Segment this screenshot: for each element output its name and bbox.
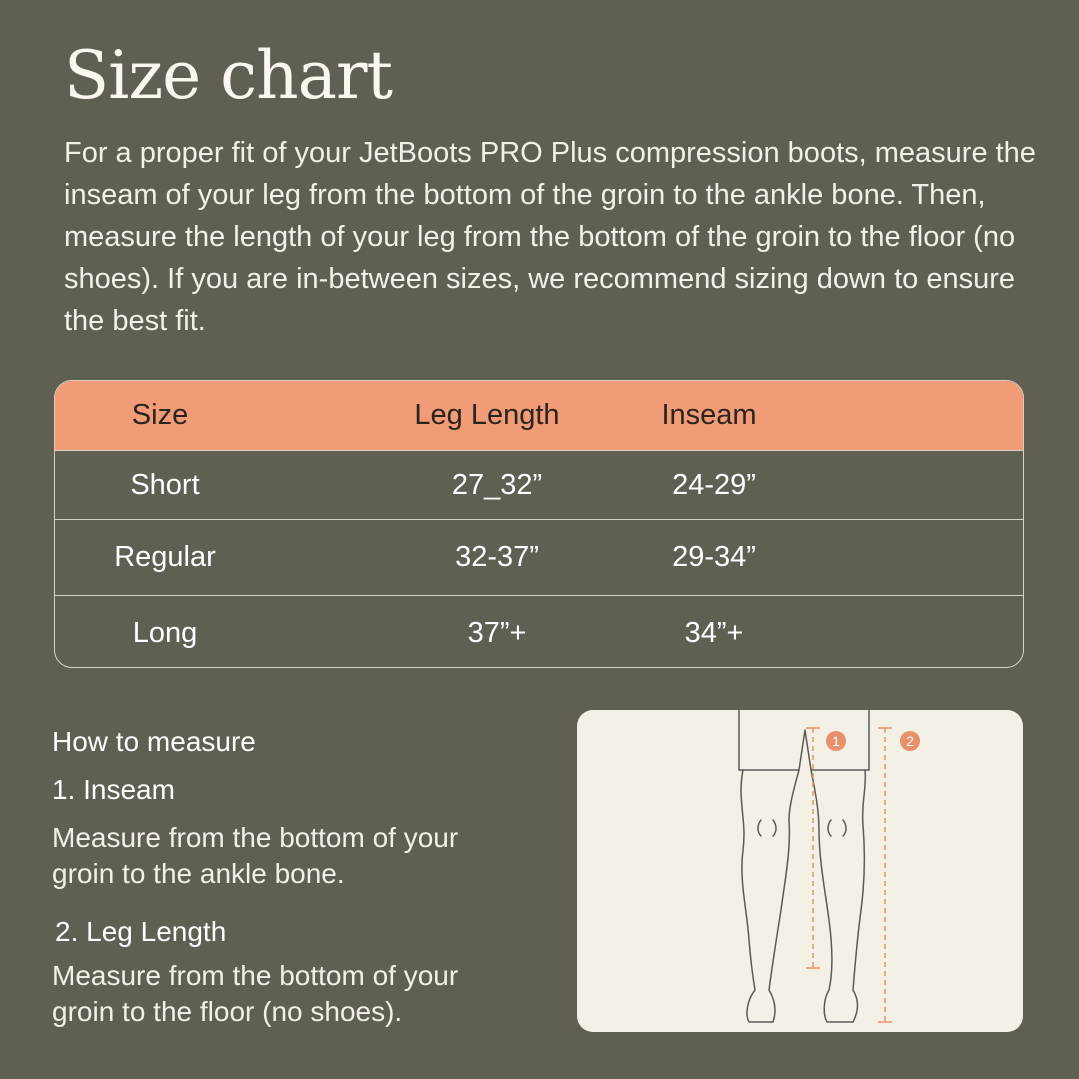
cell-leg-length: 32-37”: [455, 541, 539, 573]
cell-inseam: 29-34”: [672, 541, 756, 573]
leg-illustration-panel: [577, 710, 1023, 1032]
header-size: Size: [131, 399, 189, 431]
page-title: Size chart: [64, 37, 393, 114]
left-leg: [741, 770, 799, 1022]
cell-inseam: 34”+: [684, 616, 744, 649]
marker-2-label: 2: [906, 733, 914, 749]
cell-leg-length: 37”+: [467, 616, 527, 649]
intro-text: For a proper fit of your JetBoots PRO Plus compression boots, measure the inseam of your leg from the bottom of the groin to the ankle bone. Then, measure the length of your leg from the bottom of the groin to the floor (no shoes). If you are in-between sizes, we recommend sizing down to ensure the best fit.: [64, 137, 1036, 337]
table-row: [55, 595, 1023, 668]
shorts-outline: [739, 710, 869, 770]
header-inseam: Inseam: [661, 399, 757, 431]
step2-text: Measure from the bottom of your groin to the floor (no shoes).: [52, 960, 459, 1027]
header-leg-length: Leg Length: [414, 399, 560, 431]
cell-size: Regular: [114, 541, 216, 573]
table-row: [55, 450, 1023, 519]
how-to-measure: [52, 722, 552, 1030]
size-table: [54, 380, 1024, 668]
how-heading: How to measure: [52, 726, 256, 757]
step2-title: 2. Leg Length: [55, 916, 227, 947]
step1-text: Measure from the bottom of your groin to the ankle bone.: [52, 822, 459, 889]
cell-leg-length: 27_32”: [451, 468, 543, 501]
table-header: [55, 381, 1023, 450]
marker-1-label: 1: [832, 733, 840, 749]
cell-size: Short: [130, 468, 200, 501]
table-row: [55, 519, 1023, 595]
cell-inseam: 24-29”: [672, 468, 756, 501]
step1-title: 1. Inseam: [52, 774, 175, 805]
cell-size: Long: [132, 616, 198, 649]
right-leg: [811, 770, 865, 1022]
legs-illustration: [577, 710, 1023, 1032]
